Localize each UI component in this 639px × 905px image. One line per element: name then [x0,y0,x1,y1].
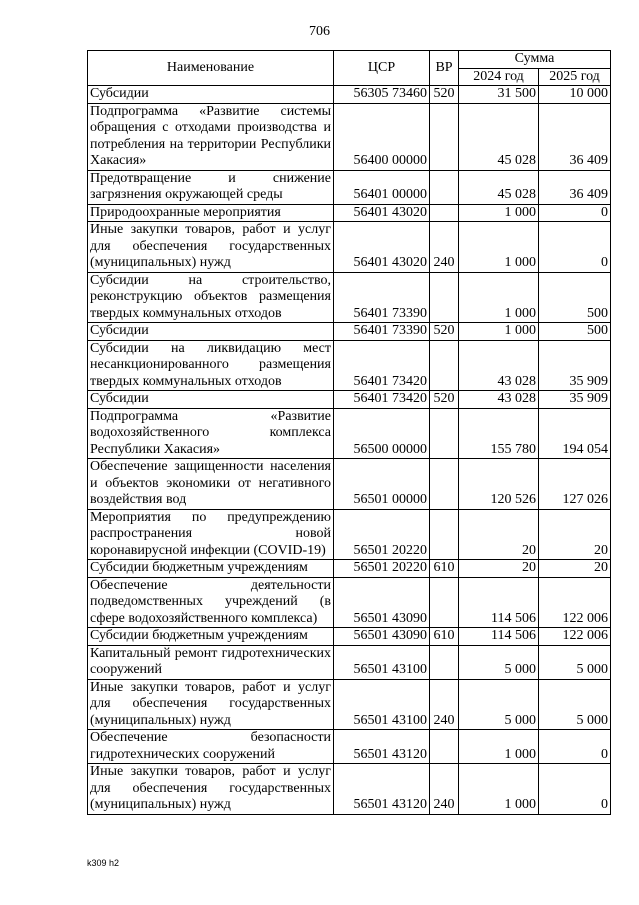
row-csr: 56401 73390 [334,323,430,341]
row-vr: 520 [430,86,459,104]
row-2025: 10 000 [539,86,611,104]
row-csr: 56501 43100 [334,645,430,679]
row-name: Субсидии на строительство, реконструкцию объектов размещения твердых коммунальных отходов [88,272,334,323]
row-2025: 194 054 [539,408,611,459]
table-row [88,577,611,628]
row-csr: 56401 73420 [334,391,430,409]
row-csr: 56501 00000 [334,459,430,510]
row-csr: 56305 73460 [334,86,430,104]
row-vr [430,340,459,391]
row-2025: 20 [539,560,611,578]
row-2024: 5 000 [459,679,539,730]
table-row [88,509,611,560]
row-2024: 1 000 [459,730,539,764]
row-2025: 0 [539,204,611,222]
table-row [88,204,611,222]
row-csr: 56501 43100 [334,679,430,730]
row-vr: 520 [430,391,459,409]
row-2024: 1 000 [459,323,539,341]
row-vr: 520 [430,323,459,341]
header-vr: ВР [430,51,459,86]
row-csr: 56501 43090 [334,577,430,628]
row-vr [430,272,459,323]
row-2024: 20 [459,560,539,578]
row-2025: 500 [539,272,611,323]
table-row [88,730,611,764]
table-row [88,170,611,204]
row-vr [430,459,459,510]
row-2024: 45 028 [459,103,539,170]
table-header [88,51,611,86]
row-name: Обеспечение защищенности населения и объектов экономики от негативного воздействия вод [88,459,334,510]
row-2025: 5 000 [539,679,611,730]
row-csr: 56501 43090 [334,628,430,646]
row-2025: 122 006 [539,577,611,628]
budget-table [87,50,611,815]
row-2024: 5 000 [459,645,539,679]
row-2025: 0 [539,730,611,764]
table-row [88,408,611,459]
row-2025: 500 [539,323,611,341]
row-2024: 1 000 [459,204,539,222]
row-csr: 56400 00000 [334,103,430,170]
row-csr: 56401 43020 [334,222,430,273]
row-vr: 240 [430,679,459,730]
row-name: Субсидии на ликвидацию мест несанкционированного размещения твердых коммунальных отходов [88,340,334,391]
row-2025: 127 026 [539,459,611,510]
row-vr [430,577,459,628]
row-2024: 114 506 [459,577,539,628]
table-row [88,459,611,510]
row-name: Подпрограмма «Развитие водохозяйственного комплекса Республики Хакасия» [88,408,334,459]
row-name: Предотвращение и снижение загрязнения окружающей среды [88,170,334,204]
row-vr [430,170,459,204]
row-vr [430,509,459,560]
table-row [88,340,611,391]
header-year-2024: 2024 год [459,68,539,86]
row-2024: 114 506 [459,628,539,646]
table-row [88,679,611,730]
row-vr [430,408,459,459]
table-row [88,628,611,646]
table-row [88,272,611,323]
row-vr [430,103,459,170]
row-csr: 56501 43120 [334,730,430,764]
row-csr: 56501 20220 [334,509,430,560]
row-name: Капитальный ремонт гидротехнических сооружений [88,645,334,679]
row-csr: 56401 73420 [334,340,430,391]
row-vr: 610 [430,628,459,646]
row-2024: 120 526 [459,459,539,510]
row-2024: 1 000 [459,272,539,323]
row-2025: 36 409 [539,103,611,170]
row-csr: 56501 20220 [334,560,430,578]
row-2024: 1 000 [459,222,539,273]
row-name: Субсидии [88,323,334,341]
row-2025: 35 909 [539,391,611,409]
row-2024: 43 028 [459,340,539,391]
row-2025: 35 909 [539,340,611,391]
row-2025: 5 000 [539,645,611,679]
row-name: Иные закупки товаров, работ и услуг для обеспечения государственных (муниципальных) нужд [88,679,334,730]
row-name: Обеспечение безопасности гидротехнических сооружений [88,730,334,764]
row-csr: 56500 00000 [334,408,430,459]
row-2025: 122 006 [539,628,611,646]
table-body [88,86,611,815]
header-csr: ЦСР [334,51,430,86]
table-row [88,560,611,578]
row-name: Субсидии бюджетным учреждениям [88,628,334,646]
row-name: Субсидии [88,86,334,104]
row-2024: 43 028 [459,391,539,409]
row-vr: 240 [430,764,459,815]
row-2025: 20 [539,509,611,560]
row-name: Подпрограмма «Развитие системы обращения с отходами производства и потребления на территории Республики Хакасия» [88,103,334,170]
row-vr: 240 [430,222,459,273]
row-csr: 56401 43020 [334,204,430,222]
row-name: Мероприятия по предупреждению распространения новой коронавирусной инфекции (COVID-19) [88,509,334,560]
row-csr: 56501 43120 [334,764,430,815]
row-name: Иные закупки товаров, работ и услуг для обеспечения государственных (муниципальных) нужд [88,222,334,273]
row-name: Субсидии бюджетным учреждениям [88,560,334,578]
row-csr: 56401 00000 [334,170,430,204]
table-row [88,86,611,104]
table-row [88,764,611,815]
row-csr: 56401 73390 [334,272,430,323]
table-row [88,391,611,409]
row-name: Иные закупки товаров, работ и услуг для обеспечения государственных (муниципальных) нужд [88,764,334,815]
row-2025: 0 [539,222,611,273]
row-2025: 36 409 [539,170,611,204]
page-number: 706 [309,24,330,39]
table-row [88,645,611,679]
header-sum: Сумма [459,51,611,69]
table-row [88,222,611,273]
row-2024: 20 [459,509,539,560]
row-vr: 610 [430,560,459,578]
row-vr [430,645,459,679]
row-vr [430,204,459,222]
row-2024: 45 028 [459,170,539,204]
row-2024: 1 000 [459,764,539,815]
row-vr [430,730,459,764]
table-row [88,103,611,170]
row-2024: 155 780 [459,408,539,459]
header-name: Наименование [88,51,334,86]
row-2025: 0 [539,764,611,815]
footer-code: k309 h2 [87,858,120,868]
table-row [88,323,611,341]
row-name: Субсидии [88,391,334,409]
row-name: Обеспечение деятельности подведомственных учреждений (в сфере водохозяйственного комплекса) [88,577,334,628]
row-2024: 31 500 [459,86,539,104]
header-year-2025: 2025 год [539,68,611,86]
row-name: Природоохранные мероприятия [88,204,334,222]
